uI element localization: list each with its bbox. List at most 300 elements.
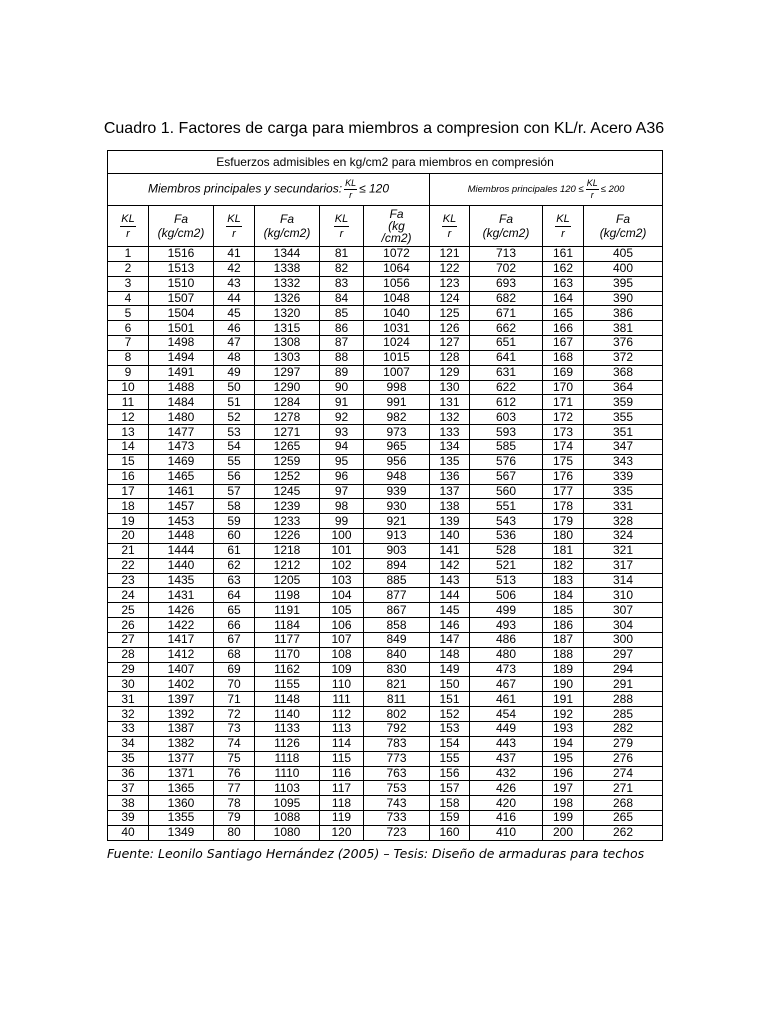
col-header-kl: $\frac{KL}{r}$ <box>214 206 255 247</box>
cell-fa: 1412 <box>149 647 214 662</box>
cell-kl: 109 <box>320 662 364 677</box>
cell-fa: 1387 <box>149 722 214 737</box>
cell-fa: 265 <box>584 811 663 826</box>
cell-kl: 147 <box>430 632 470 647</box>
cell-kl: 75 <box>214 751 255 766</box>
group-left-frac-num: KL <box>345 178 357 188</box>
cell-kl: 63 <box>214 573 255 588</box>
cell-kl: 191 <box>543 692 584 707</box>
table-row <box>108 632 663 647</box>
cell-fa: 410 <box>470 825 543 840</box>
cell-fa: 973 <box>364 425 430 440</box>
cell-fa: 811 <box>364 692 430 707</box>
cell-kl: 48 <box>214 350 255 365</box>
cell-fa: 285 <box>584 707 663 722</box>
cell-kl: 105 <box>320 603 364 618</box>
cell-kl: 85 <box>320 306 364 321</box>
cell-kl: 24 <box>108 588 149 603</box>
table-row <box>108 692 663 707</box>
table-row <box>108 365 663 380</box>
cell-kl: 82 <box>320 261 364 276</box>
table-body <box>108 247 663 841</box>
cell-kl: 100 <box>320 529 364 544</box>
cell-kl: 136 <box>430 469 470 484</box>
group-header-principal <box>430 174 663 206</box>
cell-kl: 151 <box>430 692 470 707</box>
cell-kl: 3 <box>108 276 149 291</box>
cell-fa: 381 <box>584 321 663 336</box>
table-row <box>108 781 663 796</box>
cell-kl: 117 <box>320 781 364 796</box>
cell-kl: 52 <box>214 410 255 425</box>
cell-kl: 2 <box>108 261 149 276</box>
cell-kl: 134 <box>430 439 470 454</box>
cell-kl: 45 <box>214 306 255 321</box>
table-row <box>108 276 663 291</box>
cell-kl: 17 <box>108 484 149 499</box>
cell-fa: 1198 <box>255 588 320 603</box>
load-factor-table <box>107 150 663 841</box>
cell-kl: 194 <box>543 736 584 751</box>
cell-kl: 39 <box>108 811 149 826</box>
cell-kl: 166 <box>543 321 584 336</box>
cell-kl: 36 <box>108 766 149 781</box>
cell-kl: 195 <box>543 751 584 766</box>
cell-fa: 1315 <box>255 321 320 336</box>
cell-kl: 172 <box>543 410 584 425</box>
cell-fa: 1422 <box>149 618 214 633</box>
cell-kl: 116 <box>320 766 364 781</box>
cell-fa: 965 <box>364 439 430 454</box>
cell-kl: 156 <box>430 766 470 781</box>
cell-kl: 175 <box>543 454 584 469</box>
cell-kl: 199 <box>543 811 584 826</box>
cell-kl: 90 <box>320 380 364 395</box>
cell-kl: 124 <box>430 291 470 306</box>
cell-kl: 159 <box>430 811 470 826</box>
cell-fa: 702 <box>470 261 543 276</box>
cell-fa: 347 <box>584 439 663 454</box>
cell-fa: 1265 <box>255 439 320 454</box>
cell-kl: 152 <box>430 707 470 722</box>
cell-fa: 693 <box>470 276 543 291</box>
cell-kl: 111 <box>320 692 364 707</box>
cell-fa: 432 <box>470 766 543 781</box>
cell-fa: 1320 <box>255 306 320 321</box>
cell-fa: 1417 <box>149 632 214 647</box>
cell-fa: 359 <box>584 395 663 410</box>
cell-kl: 108 <box>320 647 364 662</box>
table-row <box>108 336 663 351</box>
cell-kl: 83 <box>320 276 364 291</box>
col-header-kl: $\frac{KL}{r}$ <box>543 206 584 247</box>
cell-fa: 1155 <box>255 677 320 692</box>
cell-fa: 1118 <box>255 751 320 766</box>
cell-fa: 335 <box>584 484 663 499</box>
cell-kl: 43 <box>214 276 255 291</box>
table-row <box>108 825 663 840</box>
cell-fa: 903 <box>364 543 430 558</box>
col-header-fa-narrow: Fa (kg /cm2) <box>364 206 430 247</box>
cell-fa: 551 <box>470 499 543 514</box>
cell-fa: 304 <box>584 618 663 633</box>
cell-kl: 162 <box>543 261 584 276</box>
cell-kl: 144 <box>430 588 470 603</box>
cell-kl: 133 <box>430 425 470 440</box>
cell-fa: 792 <box>364 722 430 737</box>
cell-fa: 437 <box>470 751 543 766</box>
cell-kl: 148 <box>430 647 470 662</box>
cell-fa: 821 <box>364 677 430 692</box>
cell-fa: 1205 <box>255 573 320 588</box>
cell-kl: 94 <box>320 439 364 454</box>
cell-fa: 1488 <box>149 380 214 395</box>
cell-fa: 343 <box>584 454 663 469</box>
cell-kl: 35 <box>108 751 149 766</box>
cell-kl: 164 <box>543 291 584 306</box>
cell-kl: 126 <box>430 321 470 336</box>
table-row <box>108 454 663 469</box>
cell-fa: 948 <box>364 469 430 484</box>
cell-fa: 1284 <box>255 395 320 410</box>
cell-kl: 98 <box>320 499 364 514</box>
cell-kl: 23 <box>108 573 149 588</box>
cell-fa: 1297 <box>255 365 320 380</box>
cell-fa: 297 <box>584 647 663 662</box>
cell-kl: 11 <box>108 395 149 410</box>
cell-fa: 1103 <box>255 781 320 796</box>
cell-fa: 543 <box>470 514 543 529</box>
cell-fa: 1355 <box>149 811 214 826</box>
cell-fa: 1392 <box>149 707 214 722</box>
cell-fa: 1498 <box>149 336 214 351</box>
cell-fa: 1170 <box>255 647 320 662</box>
cell-kl: 179 <box>543 514 584 529</box>
cell-kl: 157 <box>430 781 470 796</box>
cell-kl: 107 <box>320 632 364 647</box>
cell-kl: 137 <box>430 484 470 499</box>
cell-fa: 1308 <box>255 336 320 351</box>
cell-kl: 121 <box>430 247 470 262</box>
cell-kl: 1 <box>108 247 149 262</box>
table-row <box>108 796 663 811</box>
cell-kl: 74 <box>214 736 255 751</box>
cell-kl: 60 <box>214 529 255 544</box>
table-row <box>108 677 663 692</box>
cell-fa: 1072 <box>364 247 430 262</box>
cell-fa: 1184 <box>255 618 320 633</box>
cell-kl: 4 <box>108 291 149 306</box>
cell-kl: 110 <box>320 677 364 692</box>
cell-fa: 528 <box>470 543 543 558</box>
cell-kl: 146 <box>430 618 470 633</box>
cell-kl: 153 <box>430 722 470 737</box>
cell-kl: 112 <box>320 707 364 722</box>
cell-kl: 54 <box>214 439 255 454</box>
table-row <box>108 543 663 558</box>
cell-kl: 33 <box>108 722 149 737</box>
table-row <box>108 662 663 677</box>
cell-kl: 20 <box>108 529 149 544</box>
cell-fa: 1501 <box>149 321 214 336</box>
cell-fa: 331 <box>584 499 663 514</box>
cell-kl: 15 <box>108 454 149 469</box>
table-row <box>108 306 663 321</box>
cell-fa: 840 <box>364 647 430 662</box>
table-row <box>108 573 663 588</box>
cell-kl: 193 <box>543 722 584 737</box>
cell-kl: 53 <box>214 425 255 440</box>
cell-fa: 321 <box>584 543 663 558</box>
cell-kl: 57 <box>214 484 255 499</box>
cell-kl: 81 <box>320 247 364 262</box>
cell-fa: 662 <box>470 321 543 336</box>
cell-fa: 506 <box>470 588 543 603</box>
cell-kl: 167 <box>543 336 584 351</box>
cell-fa: 930 <box>364 499 430 514</box>
cell-kl: 135 <box>430 454 470 469</box>
cell-kl: 71 <box>214 692 255 707</box>
cell-fa: 513 <box>470 573 543 588</box>
cell-fa: 282 <box>584 722 663 737</box>
cell-fa: 1140 <box>255 707 320 722</box>
cell-fa: 310 <box>584 588 663 603</box>
cell-kl: 103 <box>320 573 364 588</box>
cell-fa: 651 <box>470 336 543 351</box>
table-row <box>108 751 663 766</box>
cell-kl: 197 <box>543 781 584 796</box>
cell-fa: 1507 <box>149 291 214 306</box>
cell-kl: 180 <box>543 529 584 544</box>
cell-fa: 894 <box>364 558 430 573</box>
cell-kl: 114 <box>320 736 364 751</box>
cell-kl: 9 <box>108 365 149 380</box>
cell-fa: 1015 <box>364 350 430 365</box>
cell-kl: 130 <box>430 380 470 395</box>
table-row <box>108 291 663 306</box>
source-note: Fuente: Leonilo Santiago Hernández (2005) – Tesis: Diseño de armaduras para techos <box>107 846 645 861</box>
cell-kl: 190 <box>543 677 584 692</box>
cell-fa: 351 <box>584 425 663 440</box>
cell-fa: 858 <box>364 618 430 633</box>
cell-fa: 567 <box>470 469 543 484</box>
cell-fa: 585 <box>470 439 543 454</box>
cell-kl: 50 <box>214 380 255 395</box>
cell-fa: 1431 <box>149 588 214 603</box>
cell-kl: 49 <box>214 365 255 380</box>
cell-kl: 76 <box>214 766 255 781</box>
cell-kl: 169 <box>543 365 584 380</box>
cell-fa: 339 <box>584 469 663 484</box>
cell-fa: 631 <box>470 365 543 380</box>
cell-kl: 106 <box>320 618 364 633</box>
cell-fa: 294 <box>584 662 663 677</box>
cell-fa: 1402 <box>149 677 214 692</box>
cell-fa: 1382 <box>149 736 214 751</box>
col-header-kl: $\frac{KL}{r}$ <box>320 206 364 247</box>
cell-fa: 1448 <box>149 529 214 544</box>
cell-kl: 41 <box>214 247 255 262</box>
cell-fa: 291 <box>584 677 663 692</box>
col-header-fa: Fa (kg/cm2) <box>255 206 320 247</box>
cell-kl: 187 <box>543 632 584 647</box>
cell-kl: 198 <box>543 796 584 811</box>
cell-fa: 1233 <box>255 514 320 529</box>
cell-kl: 122 <box>430 261 470 276</box>
table-row <box>108 247 663 262</box>
cell-fa: 473 <box>470 662 543 677</box>
cell-fa: 1349 <box>149 825 214 840</box>
cell-fa: 671 <box>470 306 543 321</box>
cell-fa: 1444 <box>149 543 214 558</box>
cell-fa: 324 <box>584 529 663 544</box>
cell-fa: 1480 <box>149 410 214 425</box>
table-container <box>107 150 662 841</box>
cell-kl: 161 <box>543 247 584 262</box>
cell-fa: 416 <box>470 811 543 826</box>
cell-kl: 155 <box>430 751 470 766</box>
cell-kl: 150 <box>430 677 470 692</box>
cell-kl: 181 <box>543 543 584 558</box>
cell-fa: 1133 <box>255 722 320 737</box>
cell-kl: 6 <box>108 321 149 336</box>
cell-fa: 262 <box>584 825 663 840</box>
cell-fa: 1484 <box>149 395 214 410</box>
cell-kl: 42 <box>214 261 255 276</box>
cell-fa: 521 <box>470 558 543 573</box>
cell-fa: 802 <box>364 707 430 722</box>
cell-fa: 268 <box>584 796 663 811</box>
cell-kl: 73 <box>214 722 255 737</box>
table-row <box>108 722 663 737</box>
cell-kl: 173 <box>543 425 584 440</box>
cell-kl: 58 <box>214 499 255 514</box>
cell-kl: 19 <box>108 514 149 529</box>
cell-fa: 1371 <box>149 766 214 781</box>
cell-fa: 1407 <box>149 662 214 677</box>
cell-fa: 405 <box>584 247 663 262</box>
cell-fa: 1477 <box>149 425 214 440</box>
cell-kl: 25 <box>108 603 149 618</box>
cell-fa: 300 <box>584 632 663 647</box>
cell-fa: 1290 <box>255 380 320 395</box>
group-header-principal-secondary <box>108 174 430 206</box>
cell-kl: 51 <box>214 395 255 410</box>
cell-kl: 31 <box>108 692 149 707</box>
col-header-kl: $\frac{KL}{r}$ <box>430 206 470 247</box>
cell-fa: 461 <box>470 692 543 707</box>
cell-fa: 443 <box>470 736 543 751</box>
cell-kl: 27 <box>108 632 149 647</box>
cell-fa: 1516 <box>149 247 214 262</box>
cell-kl: 140 <box>430 529 470 544</box>
group-left-suffix: ≤ 120 <box>359 181 390 196</box>
table-row <box>108 395 663 410</box>
cell-kl: 104 <box>320 588 364 603</box>
group-right-prefix: Miembros principales 120 ≤ <box>467 184 584 196</box>
cell-kl: 131 <box>430 395 470 410</box>
table-row <box>108 707 663 722</box>
cell-kl: 93 <box>320 425 364 440</box>
cell-fa: 364 <box>584 380 663 395</box>
cell-kl: 185 <box>543 603 584 618</box>
cell-kl: 16 <box>108 469 149 484</box>
cell-fa: 1365 <box>149 781 214 796</box>
cell-fa: 314 <box>584 573 663 588</box>
cell-kl: 55 <box>214 454 255 469</box>
table-row <box>108 558 663 573</box>
cell-kl: 8 <box>108 350 149 365</box>
cell-fa: 783 <box>364 736 430 751</box>
cell-fa: 998 <box>364 380 430 395</box>
cell-fa: 1064 <box>364 261 430 276</box>
cell-kl: 123 <box>430 276 470 291</box>
cell-kl: 138 <box>430 499 470 514</box>
cell-kl: 22 <box>108 558 149 573</box>
cell-fa: 1080 <box>255 825 320 840</box>
cell-fa: 467 <box>470 677 543 692</box>
cell-kl: 70 <box>214 677 255 692</box>
cell-fa: 1095 <box>255 796 320 811</box>
table-row <box>108 425 663 440</box>
cell-fa: 1245 <box>255 484 320 499</box>
cell-kl: 132 <box>430 410 470 425</box>
col-header-kl: $\frac{KL}{r}$ <box>108 206 149 247</box>
cell-fa: 1056 <box>364 276 430 291</box>
cell-kl: 7 <box>108 336 149 351</box>
cell-fa: 1226 <box>255 529 320 544</box>
group-left-frac-den: r <box>349 190 353 200</box>
group-right-fraction <box>586 178 599 201</box>
cell-fa: 1469 <box>149 454 214 469</box>
table-row <box>108 514 663 529</box>
page-caption: Cuadro 1. Factores de carga para miembros a compresion con KL/r. Acero A36 <box>103 120 665 137</box>
cell-fa: 480 <box>470 647 543 662</box>
cell-fa: 1024 <box>364 336 430 351</box>
table-row <box>108 588 663 603</box>
cell-fa: 682 <box>470 291 543 306</box>
cell-kl: 125 <box>430 306 470 321</box>
cell-fa: 279 <box>584 736 663 751</box>
cell-fa: 493 <box>470 618 543 633</box>
cell-fa: 956 <box>364 454 430 469</box>
cell-kl: 143 <box>430 573 470 588</box>
cell-fa: 885 <box>364 573 430 588</box>
cell-kl: 68 <box>214 647 255 662</box>
cell-kl: 77 <box>214 781 255 796</box>
cell-kl: 118 <box>320 796 364 811</box>
cell-kl: 38 <box>108 796 149 811</box>
cell-fa: 1457 <box>149 499 214 514</box>
cell-kl: 149 <box>430 662 470 677</box>
cell-fa: 390 <box>584 291 663 306</box>
cell-fa: 372 <box>584 350 663 365</box>
cell-fa: 867 <box>364 603 430 618</box>
table-row <box>108 647 663 662</box>
cell-fa: 1326 <box>255 291 320 306</box>
cell-kl: 5 <box>108 306 149 321</box>
cell-fa: 1397 <box>149 692 214 707</box>
cell-kl: 88 <box>320 350 364 365</box>
cell-fa: 733 <box>364 811 430 826</box>
cell-fa: 1504 <box>149 306 214 321</box>
cell-fa: 1239 <box>255 499 320 514</box>
cell-fa: 991 <box>364 395 430 410</box>
cell-kl: 89 <box>320 365 364 380</box>
cell-fa: 328 <box>584 514 663 529</box>
cell-fa: 1510 <box>149 276 214 291</box>
table-row <box>108 766 663 781</box>
